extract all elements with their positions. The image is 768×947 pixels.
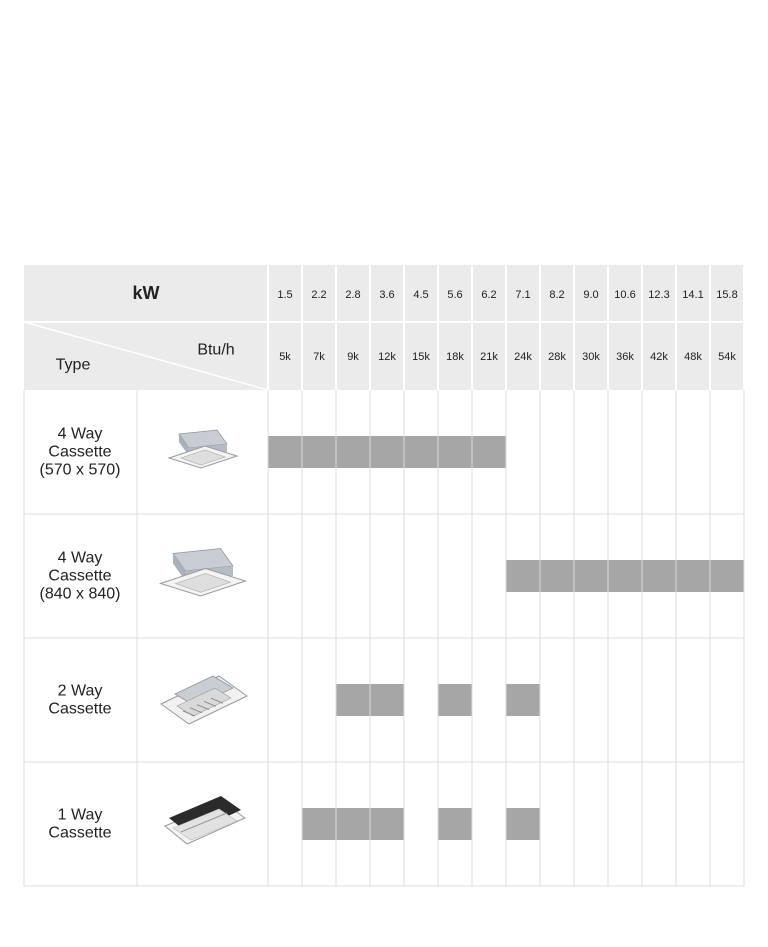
btuh-tick-label: 30k — [582, 351, 600, 363]
btuh-label: Btu/h — [197, 341, 235, 359]
product-type-label: Cassette — [48, 824, 112, 842]
kw-tick-label: 7.1 — [515, 289, 531, 301]
btuh-tick-label: 21k — [480, 351, 498, 363]
capacity-bar — [268, 436, 506, 468]
kw-tick-label: 3.6 — [379, 289, 395, 301]
btuh-tick-label: 28k — [548, 351, 566, 363]
btuh-tick-label: 9k — [347, 351, 359, 363]
kw-tick-label: 6.2 — [481, 289, 497, 301]
btuh-tick-label: 12k — [378, 351, 396, 363]
btuh-tick-label: 5k — [279, 351, 291, 363]
kw-tick-label: 10.6 — [614, 289, 636, 301]
product-type-label: 4 Way — [57, 549, 103, 567]
btuh-tick-label: 15k — [412, 351, 430, 363]
product-type-label: Cassette — [48, 700, 112, 718]
kw-tick-label: 5.6 — [447, 289, 463, 301]
kw-tick-label: 15.8 — [716, 289, 738, 301]
product-rows — [40, 426, 247, 845]
capacity-bar — [506, 808, 540, 840]
product-type-label: Cassette — [48, 567, 112, 585]
kw-tick-label: 14.1 — [682, 289, 704, 301]
4-way-cassette-570-unit-icon — [169, 430, 237, 468]
4-way-cassette-840-unit-icon — [161, 549, 246, 597]
btuh-tick-label: 7k — [313, 351, 325, 363]
product-type-label: 2 Way — [57, 682, 103, 700]
capacity-bar — [438, 808, 472, 840]
capacity-bar — [506, 684, 540, 716]
btuh-tick-label: 24k — [514, 351, 532, 363]
kw-tick-label: 8.2 — [549, 289, 565, 301]
kw-tick-label: 9.0 — [583, 289, 599, 301]
capacity-bar — [302, 808, 404, 840]
2-way-cassette-unit-icon — [161, 676, 247, 724]
kw-tick-label: 2.2 — [311, 289, 327, 301]
kw-tick-label: 2.8 — [345, 289, 361, 301]
1-way-cassette-unit-icon — [165, 796, 245, 844]
type-label: Type — [55, 356, 91, 374]
kw-tick-label: 4.5 — [413, 289, 429, 301]
btuh-tick-label: 54k — [718, 351, 736, 363]
capacity-bar — [438, 684, 472, 716]
kw-tick-label: 1.5 — [277, 289, 293, 301]
product-type-label: 1 Way — [57, 806, 103, 824]
kw-label: kW — [132, 283, 160, 303]
btuh-tick-label: 42k — [650, 351, 668, 363]
kw-tick-label: 12.3 — [648, 289, 670, 301]
btuh-tick-label: 36k — [616, 351, 634, 363]
btuh-tick-label: 18k — [446, 351, 464, 363]
product-type-label: Cassette — [48, 443, 112, 461]
btuh-tick-label: 48k — [684, 351, 702, 363]
product-type-label: 4 Way — [57, 425, 103, 443]
product-type-label: (840 x 840) — [39, 585, 121, 603]
product-type-label: (570 x 570) — [39, 461, 121, 479]
capacity-bar — [506, 560, 744, 592]
